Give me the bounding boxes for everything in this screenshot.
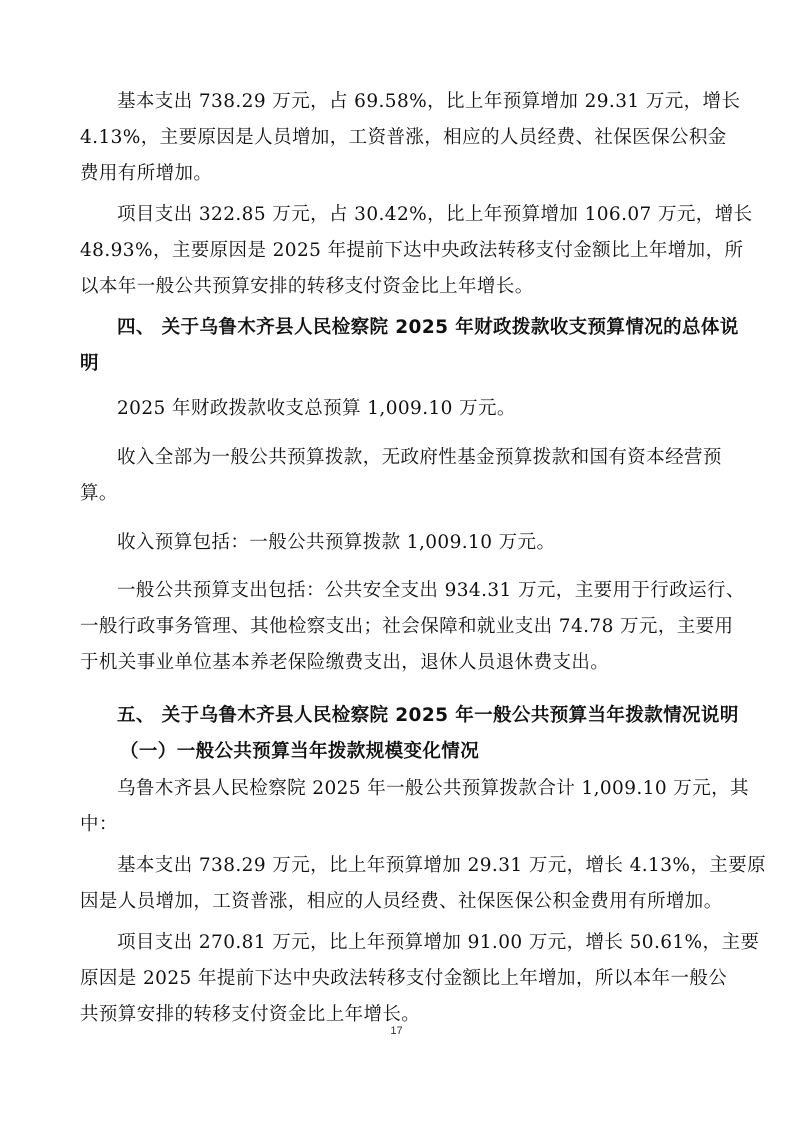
paragraph-line: 4.13%，主要原因是人员增加，工资普涨，相应的人员经费、社保医保公积金 — [80, 127, 727, 148]
paragraph-line: 中： — [80, 814, 118, 835]
paragraph-line: 项目支出 270.81 万元，比上年预算增加 91.00 万元，增长 50.61%，主要 — [117, 932, 760, 953]
paragraph-line: 原因是 2025 年提前下达中央政法转移支付金额比上年增加，所以本年一般公 — [80, 968, 728, 989]
paragraph-line: 收入全部为一般公共预算拨款，无政府性基金预算拨款和国有资本经营预 — [117, 447, 722, 468]
paragraph-line: 以本年一般公共预算安排的转移支付资金比上年增长。 — [80, 276, 534, 297]
paragraph-line: 基本支出 738.29 万元，占 69.58%，比上年预算增加 29.31 万元，增长 — [117, 91, 741, 112]
page-number: 17 — [390, 1025, 403, 1037]
section-heading: 五、 关于乌鲁木齐县人民检察院 2025 年一般公共预算当年拨款情况说明 — [117, 705, 739, 726]
paragraph-line: 48.93%，主要原因是 2025 年提前下达中央政法转移支付金额比上年增加，所 — [80, 240, 744, 261]
subsection-heading: （一）一般公共预算当年拨款规模变化情况 — [120, 741, 480, 762]
paragraph-line: 一般公共预算支出包括：公共安全支出 934.31 万元，主要用于行政运行、 — [117, 580, 745, 601]
paragraph-line: 费用有所增加。 — [80, 163, 213, 184]
paragraph-line: 算。 — [80, 483, 118, 504]
paragraph-line: 基本支出 738.29 万元，比上年预算增加 29.31 万元，增长 4.13%，主要原 — [117, 855, 766, 876]
paragraph-line: 于机关事业单位基本养老保险缴费支出，退休人员退休费支出。 — [80, 652, 610, 673]
paragraph-line: 项目支出 322.85 万元，占 30.42%，比上年预算增加 106.07 万元，增长 — [117, 204, 753, 225]
section-heading: 明 — [80, 353, 99, 374]
paragraph-line: 一般行政事务管理、其他检察支出；社会保障和就业支出 74.78 万元，主要用 — [80, 616, 734, 637]
paragraph-line: 共预算安排的转移支付资金比上年增长。 — [80, 1004, 421, 1025]
paragraph-line: 2025 年财政拨款收支总预算 1,009.10 万元。 — [117, 398, 516, 419]
paragraph-line: 收入预算包括：一般公共预算拨款 1,009.10 万元。 — [117, 532, 556, 553]
paragraph-line: 因是人员增加，工资普涨，相应的人员经费、社保医保公积金费用有所增加。 — [80, 891, 723, 912]
section-heading: 四、 关于乌鲁木齐县人民检察院 2025 年财政拨款收支预算情况的总体说 — [117, 317, 739, 338]
paragraph-line: 乌鲁木齐县人民检察院 2025 年一般公共预算拨款合计 1,009.10 万元，其 — [117, 778, 749, 799]
